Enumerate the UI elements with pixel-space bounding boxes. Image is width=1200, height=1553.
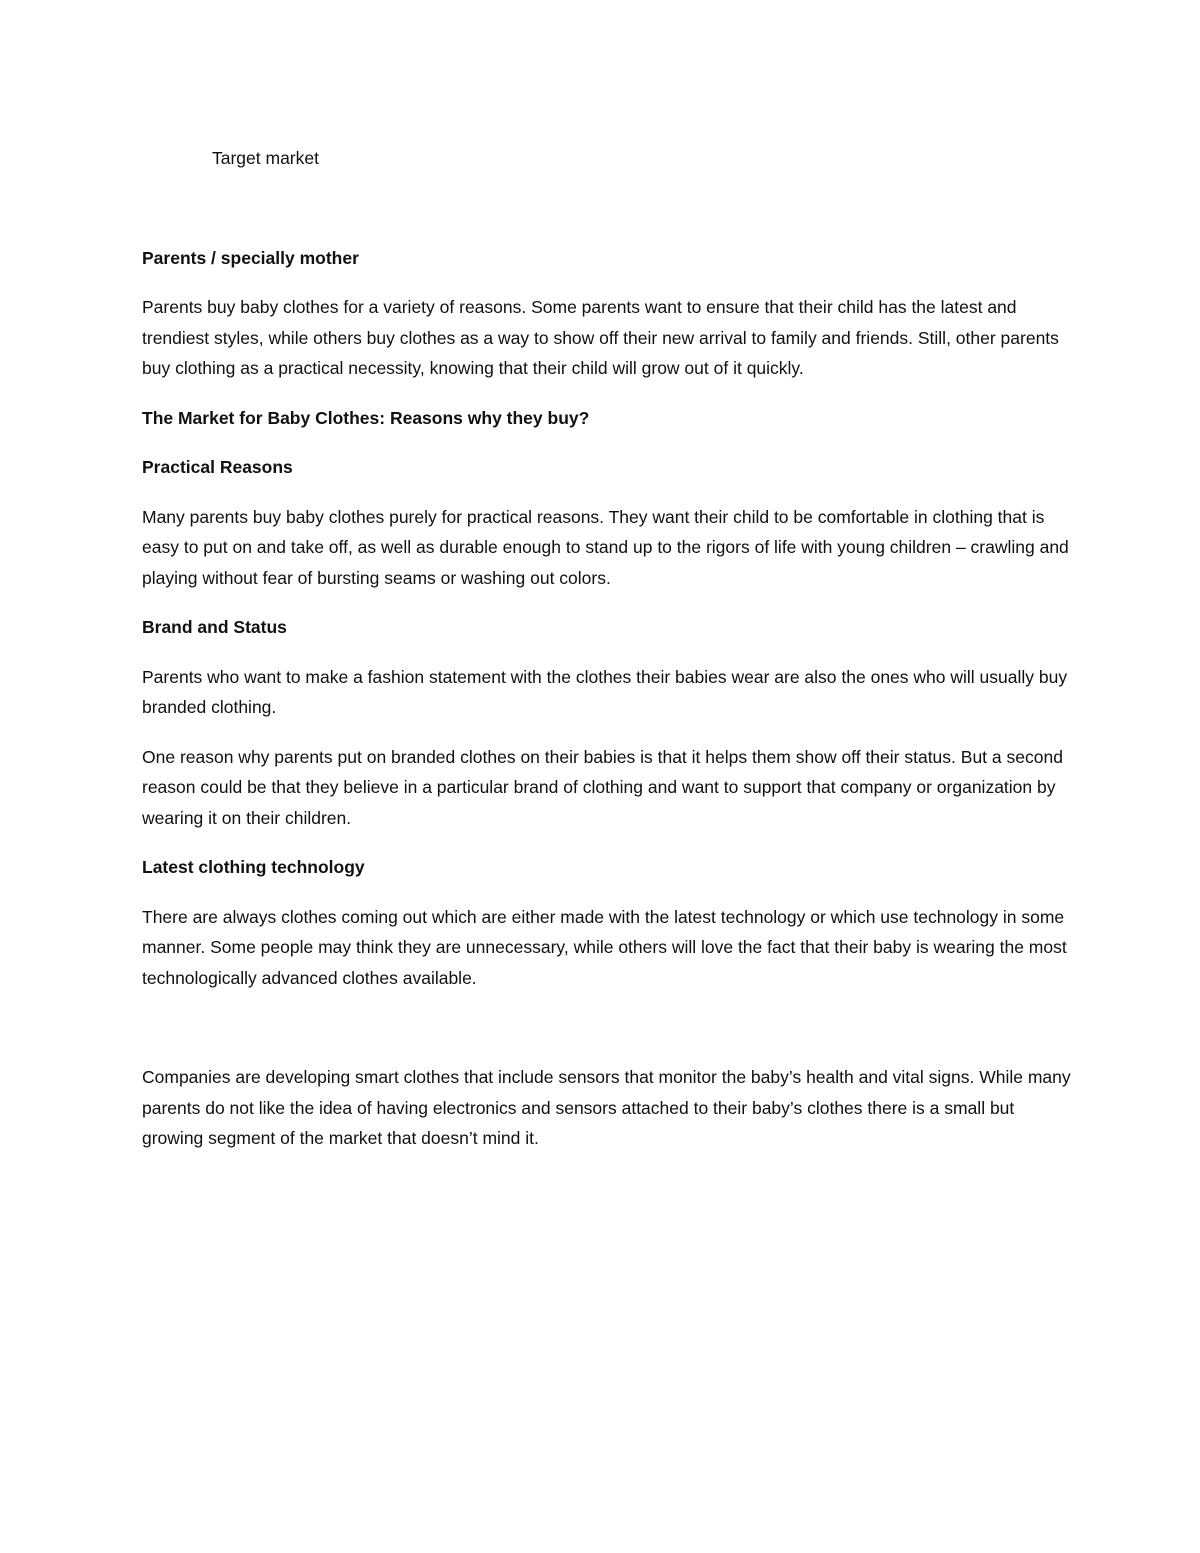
practical-paragraph: Many parents buy baby clothes purely for practical reasons. They want their child to be comfortable in clothing that is easy to put on and take off, as well as durable enough to stand up to the rigors of life with young children – crawling and playing without fear of bursting seams or washing out colors. <box>142 506 1069 588</box>
document-title: Target market <box>212 148 319 168</box>
paragraph-spacer <box>142 1012 1072 1062</box>
technology-paragraph: There are always clothes coming out which are either made with the latest technology or which use technology in some manner. Some people may think they are unnecessary, while others will love the fact that their baby is wearing the most technologically advanced clothes available. <box>142 906 1067 988</box>
smart-clothes-paragraph: Companies are developing smart clothes that include sensors that monitor the baby’s health and vital signs. While many parents do not like the idea of having electronics and sensors attached to their baby’s clothes there is a small but growing segment of the market that doesn’t mind it. <box>142 1067 1071 1148</box>
brand-heading: Brand and Status <box>142 617 287 637</box>
practical-heading: Practical Reasons <box>142 457 293 477</box>
technology-heading: Latest clothing technology <box>142 857 365 877</box>
parents-heading: Parents / specially mother <box>142 247 359 268</box>
parents-paragraph: Parents buy baby clothes for a variety of reasons. Some parents want to ensure that their child has the latest and trendiest styles, while others buy clothes as a way to show off their new arrival to family and friends. Still, other parents buy clothing as a practical necessity, knowing that their child will grow out of it quickly. <box>142 297 1059 378</box>
market-heading: The Market for Baby Clothes: Reasons why they buy? <box>142 407 590 428</box>
document-body <box>142 143 1072 1173</box>
brand-paragraph-2: One reason why parents put on branded clothes on their babies is that it helps them show off their status. But a second reason could be that they believe in a particular brand of clothing and want to support that company or organization by wearing it on their children. <box>142 746 1063 828</box>
brand-paragraph-1: Parents who want to make a fashion statement with the clothes their babies wear are also the ones who will usually buy branded clothing. <box>142 666 1068 717</box>
